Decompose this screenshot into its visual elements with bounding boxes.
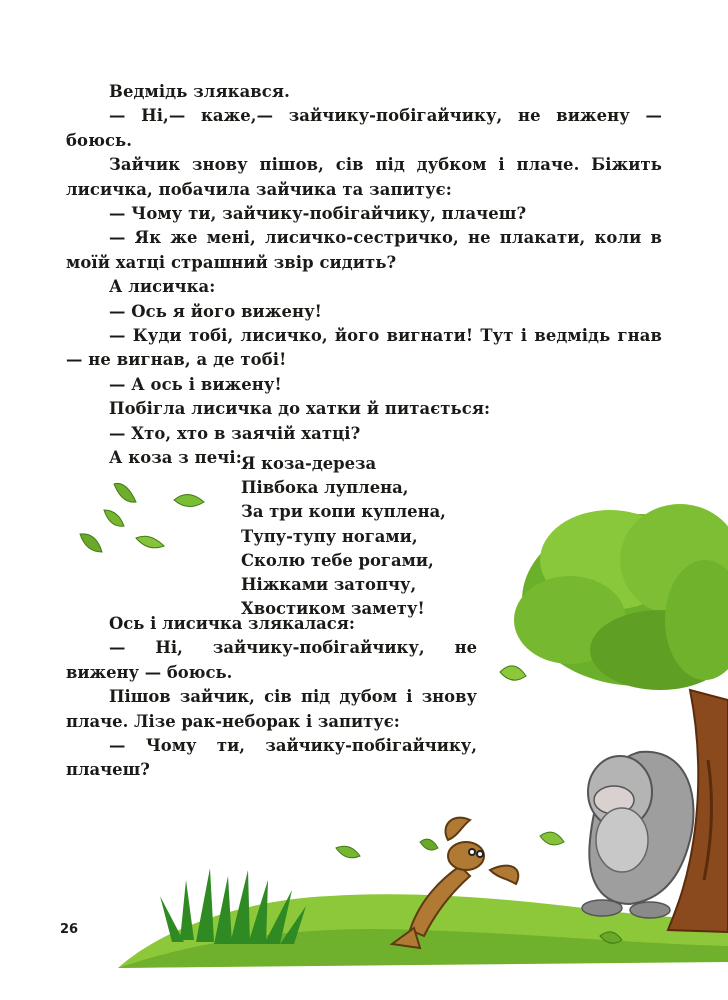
story-text-continued — [66, 612, 477, 783]
hare — [582, 752, 693, 918]
paragraph: — Хто, хто в заячій хатці? — [109, 423, 361, 443]
paragraph: Побігла лисичка до хатки й питається: — [109, 399, 491, 419]
paragraph: А лисичка: — [109, 277, 216, 297]
flying-leaves-left — [80, 483, 204, 552]
paragraph: — Чому ти, зайчику-побігайчику, плачеш? — [66, 736, 477, 780]
story-text — [66, 80, 662, 471]
paragraph: — Ні,— каже,— зайчику-побігайчику, не вижену — боюсь. — [66, 106, 662, 150]
paragraph: Ведмідь злякався. — [109, 82, 290, 101]
tree-canopy — [514, 504, 728, 690]
paragraph: — Чому ти, зайчику-побігайчику, плачеш? — [109, 204, 527, 224]
paragraph: Зайчик знову пішов, сів під дубком і плаче. Біжить лисичка, побачила зайчика та запитує: — [66, 155, 662, 199]
verse-line: Півбока луплена, — [241, 478, 409, 498]
paragraph: — Як же мені, лисичко-сестричко, не плакати, коли в моїй хатці страшний звір сидить? — [66, 228, 662, 272]
paragraph: — Ні, зайчику-побігайчику, не вижену — боюсь. — [66, 638, 477, 682]
verse-line: Тупу-тупу ногами, — [241, 526, 418, 546]
paragraph: — Ось я його вижену! — [109, 301, 322, 321]
verse — [241, 452, 446, 621]
paragraph: Ось і лисичка злякалася: — [109, 614, 355, 633]
page-number: 26 — [60, 922, 79, 937]
paragraph: — А ось і вижену! — [109, 374, 282, 394]
verse-line: Ніжками затопчу, — [241, 575, 417, 595]
paragraph: Пішов зайчик, сів під дубом і знову плаче. Лізе рак-неборак і запитує: — [66, 687, 477, 731]
verse-line: Я коза-дереза — [241, 454, 377, 473]
verse-line: Хвостиком замету! — [241, 599, 425, 619]
verse-line: За три копи куплена, — [241, 502, 446, 522]
verse-line: Сколю тебе рогами, — [241, 550, 434, 570]
paragraph: А коза з печі: — [109, 448, 242, 468]
paragraph: — Куди тобі, лисичко, його вигнати! Тут і ведмідь гнав — не вигнав, а де тобі! — [66, 326, 662, 370]
